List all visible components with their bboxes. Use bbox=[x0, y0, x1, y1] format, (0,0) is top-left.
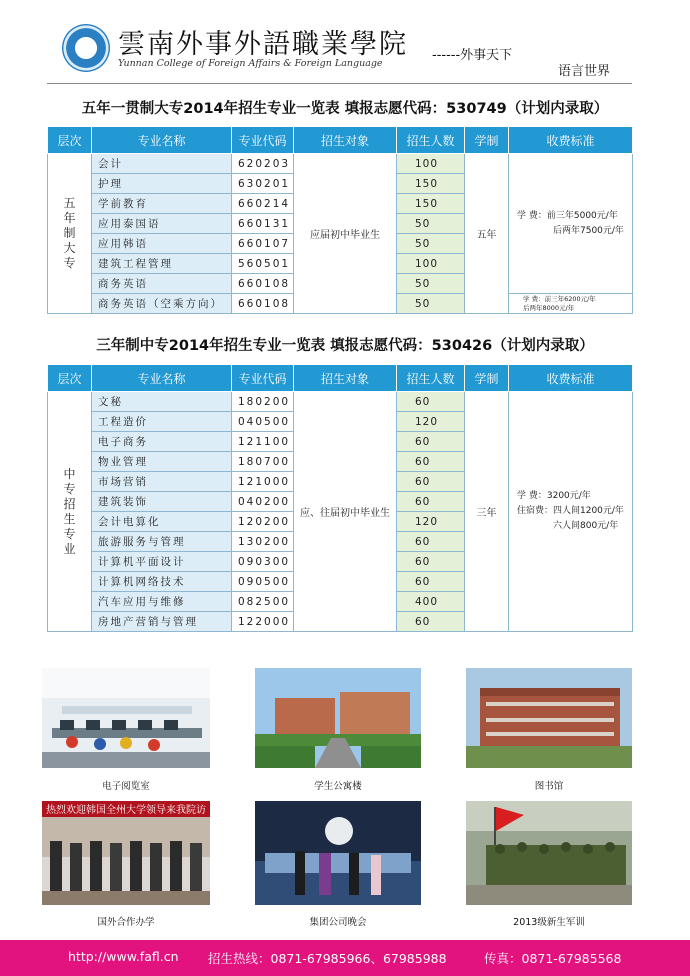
col-fees: 收费标准 bbox=[509, 127, 633, 154]
level-char: 年 bbox=[63, 211, 76, 225]
level-char: 制 bbox=[63, 226, 76, 240]
level-char: 生 bbox=[63, 511, 76, 526]
enroll-count: 50 bbox=[397, 274, 465, 294]
slogan-line-2: 语言世界 bbox=[558, 64, 611, 79]
table-row bbox=[48, 154, 633, 174]
years-cell: 三年 bbox=[465, 392, 509, 632]
enroll-count: 100 bbox=[397, 254, 465, 274]
footer-hotline: 招生热线：0871-67985966、67985988 bbox=[208, 951, 447, 966]
header bbox=[0, 0, 690, 92]
caption-e-reading-room: 电子阅览室 bbox=[102, 781, 150, 792]
major-code: 180200 bbox=[232, 392, 294, 412]
col-target: 招生对象 bbox=[294, 127, 397, 154]
col-level: 层次 bbox=[48, 127, 92, 154]
enroll-count: 120 bbox=[397, 512, 465, 532]
school-name-en: Yunnan College of Foreign Affairs & Foreign Language bbox=[118, 58, 383, 69]
major-name: 汽车应用与维修 bbox=[92, 592, 232, 612]
major-name: 建筑装饰 bbox=[92, 492, 232, 512]
major-name: 计算机网络技术 bbox=[92, 572, 232, 592]
enroll-count: 50 bbox=[397, 234, 465, 254]
col-major: 专业名称 bbox=[92, 127, 232, 154]
enroll-count: 60 bbox=[397, 472, 465, 492]
table1-header-row bbox=[48, 127, 633, 154]
header-divider bbox=[47, 83, 632, 84]
banner-text: 热烈欢迎韩国全州大学领导来我院访 bbox=[46, 805, 206, 816]
col-code: 专业代码 bbox=[232, 127, 294, 154]
major-code: 121100 bbox=[232, 432, 294, 452]
enroll-count: 120 bbox=[397, 412, 465, 432]
enroll-count: 60 bbox=[397, 572, 465, 592]
major-name: 工程造价 bbox=[92, 412, 232, 432]
photo-cooperation bbox=[42, 801, 210, 905]
photo-library bbox=[466, 668, 632, 768]
major-name: 计算机平面设计 bbox=[92, 552, 232, 572]
level-char: 专 bbox=[63, 526, 76, 541]
col-major: 专业名称 bbox=[92, 365, 232, 392]
major-name: 应用韩语 bbox=[92, 234, 232, 254]
fees-line: 六人间800元/年 bbox=[553, 521, 619, 531]
fees-small-cell bbox=[509, 294, 633, 314]
major-name: 商务英语 bbox=[92, 274, 232, 294]
major-code: 660214 bbox=[232, 194, 294, 214]
major-code: 090500 bbox=[232, 572, 294, 592]
fees-line: 住宿费：四人间1200元/年 bbox=[517, 506, 624, 516]
enroll-count: 60 bbox=[397, 452, 465, 472]
major-name: 会计 bbox=[92, 154, 232, 174]
enroll-count: 50 bbox=[397, 214, 465, 234]
col-years: 学制 bbox=[465, 365, 509, 392]
major-name: 应用泰国语 bbox=[92, 214, 232, 234]
col-count: 招生人数 bbox=[397, 365, 465, 392]
fees-cell bbox=[509, 154, 633, 294]
photo-military-training bbox=[466, 801, 632, 905]
caption-dormitory: 学生公寓楼 bbox=[314, 781, 362, 792]
target-cell: 应届初中毕业生 bbox=[294, 154, 397, 314]
major-code: 090300 bbox=[232, 552, 294, 572]
major-name: 旅游服务与管理 bbox=[92, 532, 232, 552]
target-cell: 应、往届初中毕业生 bbox=[294, 392, 397, 632]
major-code: 180700 bbox=[232, 452, 294, 472]
level-char: 五 bbox=[63, 196, 76, 210]
photo-gala bbox=[255, 801, 421, 905]
fees-line: 学 费：前三年5000元/年 bbox=[517, 210, 618, 221]
table2-header-row bbox=[48, 365, 633, 392]
college-logo bbox=[62, 24, 110, 72]
fees-cell bbox=[509, 392, 633, 632]
enroll-count: 60 bbox=[397, 392, 465, 412]
enroll-count: 60 bbox=[397, 552, 465, 572]
table1 bbox=[47, 126, 633, 314]
major-code: 620203 bbox=[232, 154, 294, 174]
major-code: 660131 bbox=[232, 214, 294, 234]
major-code: 560501 bbox=[232, 254, 294, 274]
enroll-count: 50 bbox=[397, 294, 465, 314]
major-code: 040200 bbox=[232, 492, 294, 512]
table-row bbox=[48, 392, 633, 412]
major-name: 房地产营销与管理 bbox=[92, 612, 232, 632]
major-code: 130200 bbox=[232, 532, 294, 552]
major-code: 122000 bbox=[232, 612, 294, 632]
enroll-count: 60 bbox=[397, 492, 465, 512]
footer-bar bbox=[0, 940, 690, 976]
enroll-count: 100 bbox=[397, 154, 465, 174]
major-code: 660107 bbox=[232, 234, 294, 254]
photo-e-reading-room bbox=[42, 668, 210, 768]
major-name: 电子商务 bbox=[92, 432, 232, 452]
major-code: 120200 bbox=[232, 512, 294, 532]
col-years: 学制 bbox=[465, 127, 509, 154]
major-name: 商务英语（空乘方向） bbox=[92, 294, 232, 314]
fees-line: 学 费：3200元/年 bbox=[517, 491, 591, 501]
major-code: 121000 bbox=[232, 472, 294, 492]
major-code: 660108 bbox=[232, 274, 294, 294]
logo-mark-icon: ⌂ bbox=[81, 41, 91, 55]
major-code: 660108 bbox=[232, 294, 294, 314]
level-cell bbox=[48, 392, 92, 632]
footer-website-link[interactable]: http://www.fafl.cn bbox=[68, 949, 179, 964]
major-name: 会计电算化 bbox=[92, 512, 232, 532]
major-name: 物业管理 bbox=[92, 452, 232, 472]
enroll-count: 60 bbox=[397, 612, 465, 632]
enroll-count: 60 bbox=[397, 432, 465, 452]
major-code: 082500 bbox=[232, 592, 294, 612]
caption-gala: 集团公司晚会 bbox=[309, 917, 367, 928]
level-char: 专 bbox=[63, 481, 76, 496]
years-cell: 五年 bbox=[465, 154, 509, 314]
school-name-cn: 雲南外事外語職業學院 bbox=[118, 29, 408, 60]
fees-small-line: 学 费：前三年6200元/年 bbox=[523, 294, 596, 303]
level-cell bbox=[48, 154, 92, 314]
major-name: 建筑工程管理 bbox=[92, 254, 232, 274]
level-char: 业 bbox=[63, 541, 76, 556]
col-target: 招生对象 bbox=[294, 365, 397, 392]
footer-fax: 传真：0871-67985568 bbox=[484, 951, 622, 966]
major-name: 学前教育 bbox=[92, 194, 232, 214]
caption-cooperation: 国外合作办学 bbox=[97, 917, 155, 928]
col-code: 专业代码 bbox=[232, 365, 294, 392]
major-code: 040500 bbox=[232, 412, 294, 432]
col-level: 层次 bbox=[48, 365, 92, 392]
fees-small-line: 后两年8000元/年 bbox=[523, 303, 575, 312]
level-char: 大 bbox=[63, 241, 76, 255]
photo-dormitory bbox=[255, 668, 421, 768]
table1-title: 五年一贯制大专2014年招生专业一览表 填报志愿代码：530749（计划内录取） bbox=[81, 101, 609, 117]
fees-line: 后两年7500元/年 bbox=[553, 225, 624, 236]
enroll-count: 150 bbox=[397, 194, 465, 214]
level-char: 中 bbox=[63, 466, 76, 481]
major-name: 文秘 bbox=[92, 392, 232, 412]
enroll-count: 60 bbox=[397, 532, 465, 552]
level-char: 招 bbox=[63, 496, 76, 511]
enroll-count: 150 bbox=[397, 174, 465, 194]
caption-library: 图书馆 bbox=[534, 781, 564, 792]
table2-title: 三年制中专2014年招生专业一览表 填报志愿代码：530426（计划内录取） bbox=[96, 338, 594, 354]
major-code: 630201 bbox=[232, 174, 294, 194]
caption-military-training: 2013级新生军训 bbox=[513, 917, 585, 928]
col-count: 招生人数 bbox=[397, 127, 465, 154]
col-fees: 收费标准 bbox=[509, 365, 633, 392]
enroll-count: 400 bbox=[397, 592, 465, 612]
major-name: 市场营销 bbox=[92, 472, 232, 492]
table2 bbox=[47, 364, 633, 632]
level-char: 专 bbox=[63, 256, 76, 270]
major-name: 护理 bbox=[92, 174, 232, 194]
slogan-line-1: ------外事天下 bbox=[432, 48, 513, 63]
